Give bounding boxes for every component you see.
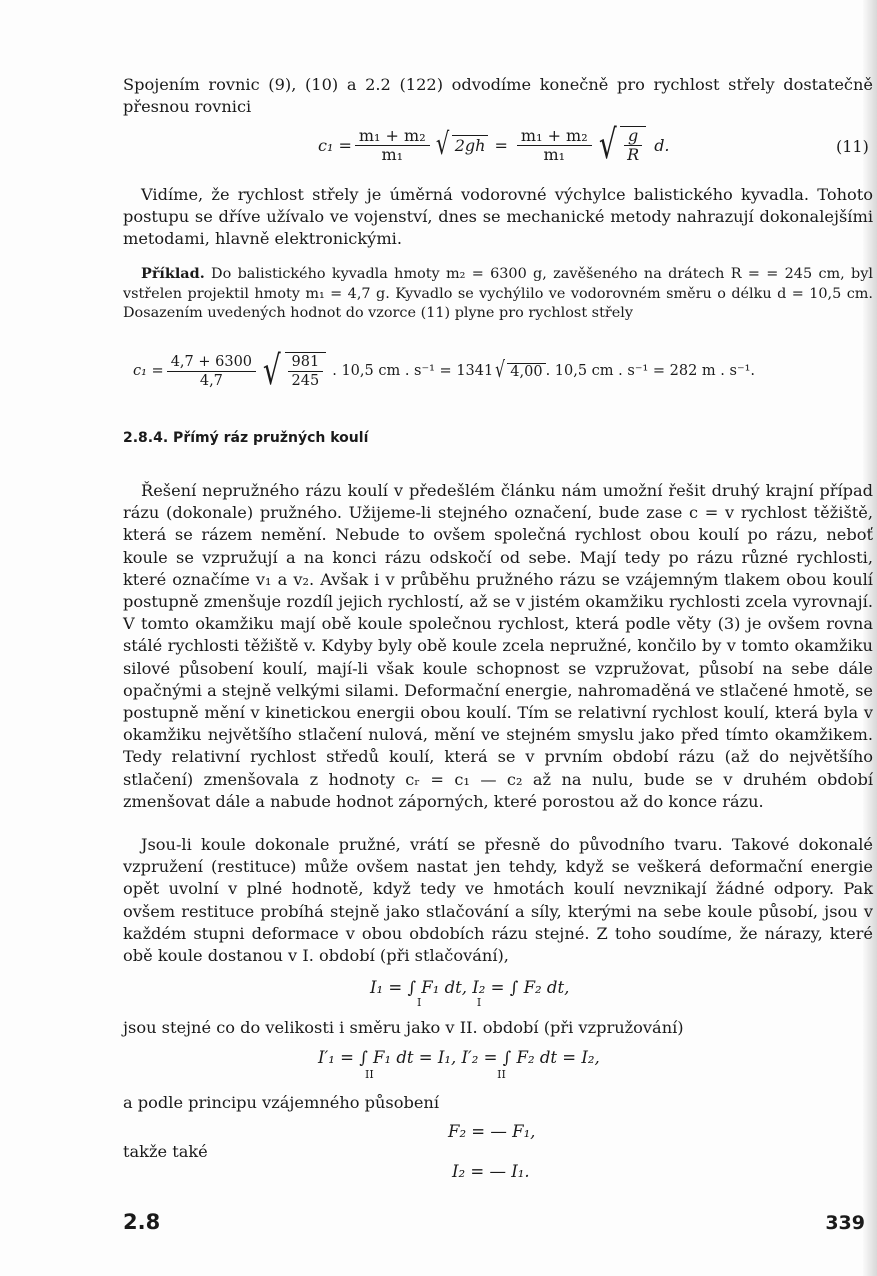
example-eq-lhs: c₁ = (133, 363, 164, 379)
paragraph-4 (123, 1017, 873, 1039)
equation-impulse-II: I′₁ = ∫ F₁ dt = I₁, I′₂ = ∫ F₂ dt = I₂, (318, 1048, 600, 1067)
eq11-frac2 (517, 127, 592, 164)
example-eq-frac-num: 4,7 + 6300 (167, 353, 256, 372)
intro-paragraph (123, 74, 873, 118)
eq11-frac2-den: m₁ (543, 144, 566, 164)
eq11-sqrt2-den: R (627, 145, 640, 164)
page-number: 339 (825, 1212, 865, 1234)
paragraph-5 (123, 1092, 873, 1114)
example-eq-sqrt-num: 981 (288, 353, 324, 372)
eq11-frac1-num: m₁ + m₂ (355, 127, 430, 146)
eq11-sqrt2: √ $\frac{g}{R}$ (595, 126, 647, 164)
paragraph-3-text: Jsou-li koule dokonale pružné, vrátí se přesně do původního tvaru. Takové dokonalé vzpružení (restituce) může ovšem nastat jen tehdy, když se veškerá deformační energie opět uvolní v plné hodnotě, když tedy ve hmotách koulí nevznikají žádné odpory. Pak ovšem restituce probíhá stejně jako stlačování a síly, kterými na sebe koule působí, jsou v každém stupni deformace v obou obdobích rázu stejné. Z toho soudíme, že nárazy, které obě koule dostanou v I. období (při stlačování), (123, 835, 873, 966)
eq11-sqrt1: √ 2gh (433, 130, 489, 160)
example-eq-rest1: . 10,5 cm . s⁻¹ = 1341 (332, 363, 494, 379)
eq11-number: (11) (836, 137, 869, 156)
equation-impulse-final: I₂ = — I₁. (452, 1162, 530, 1181)
paragraph-2 (123, 480, 873, 813)
equation-force: F₂ = — F₁, (448, 1122, 536, 1141)
eq11-sqrt1-arg: 2gh (452, 135, 489, 155)
example-eq-sqrt3: √ 4,00 (493, 356, 545, 386)
equation-impulse-I-limits: I I (417, 996, 482, 1009)
eq11-tail: d. (654, 135, 670, 155)
eq11-sqrt2-frac (620, 126, 646, 164)
example-eq-sqrt-den: 245 (291, 373, 320, 389)
paragraph-6 (123, 1141, 873, 1163)
paragraph-4-text: jsou stejné co do velikosti i směru jako v II. období (při vzpružování) (123, 1018, 684, 1037)
eq11-sqrt2-num: g (624, 127, 642, 146)
example-eq-sqrt-frac (285, 352, 327, 390)
paragraph-3 (123, 834, 873, 967)
paragraph-6-text: takže také (123, 1142, 208, 1161)
eq11-frac1-den: m₁ (381, 144, 404, 164)
eq11-lhs: c₁ = (318, 135, 352, 155)
paragraph-1-text: Vidíme, že rychlost střely je úměrná vodorovné výchylce balistického kyvadla. Tohoto postupu se dříve užívalo ve vojenství, dnes se mechanické metody nahrazují dokonalejšími metodami, hlavně elektronickými. (123, 185, 873, 249)
footer-section-number: 2.8 (123, 1210, 161, 1234)
section-heading: 2.8.4. Přímý ráz pružných koulí (123, 430, 369, 446)
example-eq-frac (167, 353, 256, 390)
eq11-frac2-num: m₁ + m₂ (517, 127, 592, 146)
equation-impulse-I: I₁ = ∫ F₁ dt, I₂ = ∫ F₂ dt, (370, 978, 570, 997)
example-label: Příklad. (141, 265, 205, 282)
example-eq-sqrt3-arg: 4,00 (507, 363, 545, 380)
intro-text: Spojením rovnic (9), (10) a 2.2 (122) odvodíme konečně pro rychlost střely dostatečně přesnou rovnici (123, 75, 873, 117)
example-block (123, 264, 873, 324)
equation-impulse-II-limits: II II (365, 1068, 506, 1081)
paragraph-2-text: Řešení nepružného rázu koulí v předešlém článku nám umožní řešit druhý krajní případ rázu (dokonale) pružného. Užijeme-li stejného označení, bude zase c = v rychlost těžiště, která se rázem nemění. Nebude to ovšem společná rychlost obou koulí po rázu, neboť koule se vzpružují a na konci rázu odskočí od sebe. Mají tedy po rázu různé rychlosti, které označíme v₁ a v₂. Avšak i v průběhu pružného rázu se vzájemným tlakem obou koulí postupně zmenšuje rozdíl jejich rychlostí, až se v jistém okamžiku rychlosti zcela vyrovnají. V tomto okamžiku mají obě koule společnou rychlost, která podle věty (3) je ovšem rovna stálé rychlosti těžiště v. Kdyby byly obě koule zcela nepružné, končilo by v tomto okamžiku silové působení koulí, mají-li však koule schopnost se vzpružovat, působí na sebe dále opačnými a stejně velkými silami. Deformační energie, nahromaděná ve stlačené hmotě, se postupně mění v kinetickou energii obou koulí. Tím se relativní rychlost koulí, která byla v okamžiku největšího stlačení nulová, mění ve stejném smyslu jako před tímto okamžikem. Tedy relativní rychlost středů koulí, která se v prvním období rázu (až do největšího stlačení) zmenšovala z hodnoty cᵣ = c₁ — c₂ až na nulu, bude se v druhém období zmenšovat dále a nabude hodnot záporných, které porostou až do konce rázu. (123, 481, 873, 811)
example-eq-frac-den: 4,7 (199, 372, 223, 389)
example-eq-rest2: . 10,5 cm . s⁻¹ = 282 m . s⁻¹. (545, 363, 756, 379)
example-eq-sqrt: √ $\frac{981}{245}$ (259, 352, 326, 390)
example-equation (133, 348, 756, 394)
equation-11 (318, 122, 670, 168)
eq11-equals: = (494, 135, 508, 155)
eq11-frac1 (355, 127, 430, 164)
example-text: Do balistického kyvadla hmoty m₂ = 6300 g, zavěšeného na drátech R = = 245 cm, byl vstřelen projektil hmoty m₁ = 4,7 g. Kyvadlo se vychýlilo ve vodorovném směru o délku d = 10,5 cm. Dosazením uvedených hodnot do vzorce (11) plyne pro rychlost střely (123, 266, 873, 321)
paragraph-5-text: a podle principu vzájemného působení (123, 1093, 440, 1112)
paragraph-1 (123, 184, 873, 251)
